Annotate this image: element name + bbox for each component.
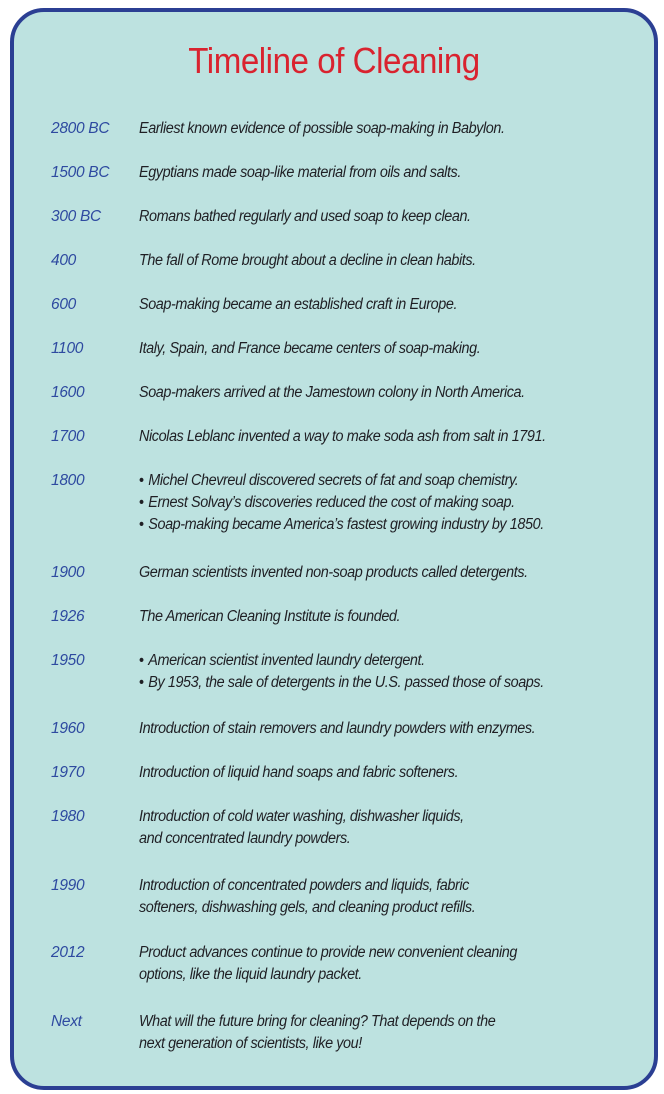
entry-year: 2800 BC: [51, 120, 110, 137]
bullet-text: American scientist invented laundry detergent.: [148, 652, 425, 669]
entry-description: [139, 206, 613, 228]
entry-description: [139, 762, 613, 784]
bullet-text: Michel Chevreul discovered secrets of fat and soap chemistry.: [148, 472, 519, 489]
entry-description: [139, 426, 613, 448]
entry-year: 1700: [51, 428, 85, 445]
entry-text: The American Cleaning Institute is founded.: [139, 608, 401, 625]
bullet-item: [139, 492, 613, 514]
entry-text: Soap-making became an established craft in Europe.: [139, 296, 458, 313]
entry-year: 1960: [51, 720, 85, 737]
entry-year: 1950: [51, 652, 85, 669]
entry-year: 1990: [51, 877, 85, 894]
entry-bullet-list: [139, 650, 613, 694]
entry-description: [139, 942, 613, 986]
entry-year: 300 BC: [51, 208, 101, 225]
entry-year: 600: [51, 296, 76, 313]
bullet-icon: •: [139, 516, 144, 533]
entry-description: [139, 338, 613, 360]
entry-text: softeners, dishwashing gels, and cleaning product refills.: [139, 899, 476, 916]
entry-description: [139, 806, 613, 850]
entry-year: 2012: [51, 944, 85, 961]
entry-year: 1970: [51, 764, 85, 781]
bullet-icon: •: [139, 472, 144, 489]
entry-text: Introduction of concentrated powders and liquids, fabric: [139, 877, 469, 894]
entry-year: Next: [51, 1013, 82, 1030]
entry-text: next generation of scientists, like you!: [139, 1035, 362, 1052]
bullet-item: [139, 650, 613, 672]
entry-text: What will the future bring for cleaning? That depends on the: [139, 1013, 496, 1030]
entry-text: Soap-makers arrived at the Jamestown colony in North America.: [139, 384, 525, 401]
bullet-icon: •: [139, 652, 144, 669]
entry-text: Earliest known evidence of possible soap-making in Babylon.: [139, 120, 505, 137]
bullet-text: Ernest Solvay’s discoveries reduced the cost of making soap.: [148, 494, 515, 511]
bullet-item: [139, 470, 613, 492]
entry-text: options, like the liquid laundry packet.: [139, 966, 362, 983]
bullet-icon: •: [139, 674, 144, 691]
bullet-text: Soap-making became America’s fastest growing industry by 1850.: [148, 516, 544, 533]
entry-description: [139, 718, 613, 740]
entry-description: [139, 562, 613, 584]
entry-year: 1900: [51, 564, 85, 581]
entry-year: 1800: [51, 472, 85, 489]
entry-year: 1926: [51, 608, 85, 625]
entry-description: [139, 382, 613, 404]
entry-description: [139, 875, 613, 919]
entry-text: Introduction of cold water washing, dishwasher liquids,: [139, 808, 464, 825]
entry-text: Nicolas Leblanc invented a way to make soda ash from salt in 1791.: [139, 428, 546, 445]
entry-text: Egyptians made soap-like material from oils and salts.: [139, 164, 461, 181]
bullet-icon: •: [139, 494, 144, 511]
entry-text: German scientists invented non-soap products called detergents.: [139, 564, 528, 581]
entry-text: Introduction of stain removers and laundry powders with enzymes.: [139, 720, 536, 737]
entry-description: [139, 118, 613, 140]
entry-bullet-list: [139, 470, 613, 536]
entry-year: 1100: [51, 340, 84, 357]
entry-description: [139, 606, 613, 628]
entry-text: The fall of Rome brought about a decline in clean habits.: [139, 252, 476, 269]
entry-text: Product advances continue to provide new convenient cleaning: [139, 944, 517, 961]
entry-description: [139, 1011, 613, 1055]
entry-year: 1600: [51, 384, 85, 401]
entry-year: 1500 BC: [51, 164, 110, 181]
entry-text: Italy, Spain, and France became centers of soap-making.: [139, 340, 481, 357]
entry-description: [139, 250, 613, 272]
bullet-item: [139, 514, 613, 536]
entry-description: [139, 162, 613, 184]
entry-text: and concentrated laundry powders.: [139, 830, 351, 847]
entry-year: 400: [51, 252, 76, 269]
entry-description: [139, 294, 613, 316]
entry-text: Introduction of liquid hand soaps and fabric softeners.: [139, 764, 459, 781]
entry-year: 1980: [51, 808, 85, 825]
timeline-card: [10, 8, 658, 1090]
entry-text: Romans bathed regularly and used soap to keep clean.: [139, 208, 471, 225]
bullet-text: By 1953, the sale of detergents in the U.S. passed those of soaps.: [148, 674, 544, 691]
page-title: Timeline of Cleaning: [188, 40, 480, 81]
bullet-item: [139, 672, 613, 694]
